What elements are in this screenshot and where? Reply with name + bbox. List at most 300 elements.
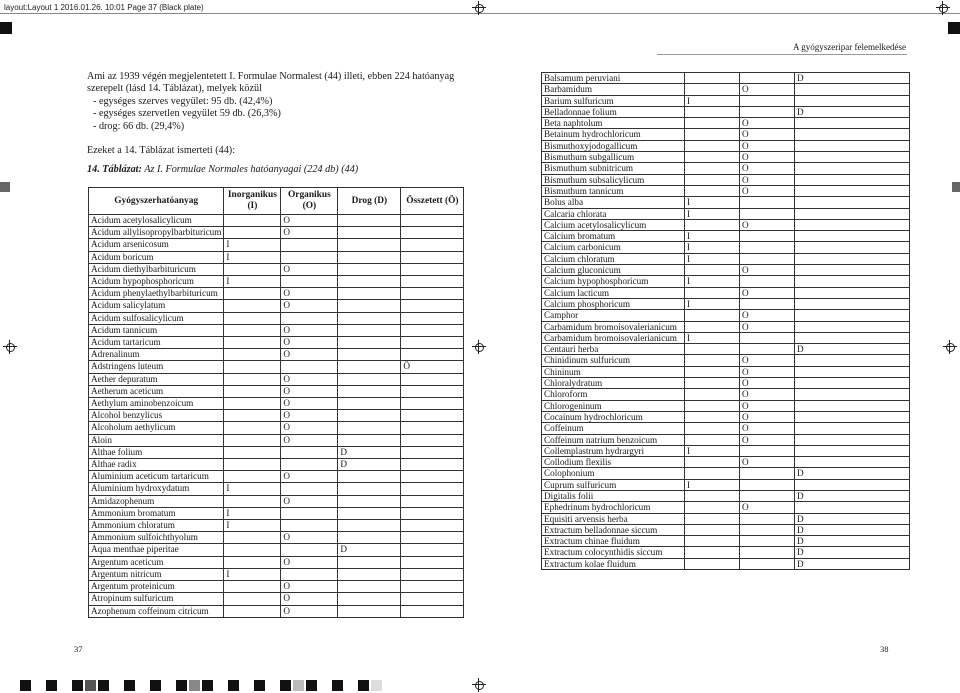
substance-cell: Bismuthum subsalicylicum (542, 174, 685, 185)
class-cell: I (685, 231, 740, 242)
page-number-left: 37 (74, 644, 83, 654)
class-cell (401, 544, 464, 556)
class-cell (281, 446, 338, 458)
substance-cell: Calcium phosphoricum (542, 298, 685, 309)
class-cell: I (224, 251, 281, 263)
table-row (89, 239, 464, 251)
class-cell (795, 321, 910, 332)
class-cell (401, 398, 464, 410)
class-cell (401, 373, 464, 385)
substance-cell: Extractum colocynthidis siccum (542, 547, 685, 558)
substance-cell: Bismuthum tannicum (542, 185, 685, 196)
class-cell (740, 468, 795, 479)
class-cell: O (740, 174, 795, 185)
substance-cell: Cuprum sulfuricum (542, 479, 685, 490)
class-cell (401, 422, 464, 434)
table-row (542, 231, 910, 242)
table-row (542, 400, 910, 411)
class-cell: D (795, 558, 910, 569)
table-row (89, 422, 464, 434)
class-cell (685, 502, 740, 513)
class-cell (685, 536, 740, 547)
class-cell: O (740, 400, 795, 411)
color-swatch (150, 680, 161, 691)
color-swatch (202, 680, 213, 691)
substance-cell: Calcium carbonicum (542, 242, 685, 253)
table-row (542, 129, 910, 140)
class-cell: D (795, 524, 910, 535)
color-swatch (176, 680, 187, 691)
class-cell (401, 227, 464, 239)
class-cell: O (281, 337, 338, 349)
intro-line: - egységes szervetlen vegyület 59 db. (26,3%) (93, 108, 281, 120)
class-cell (685, 457, 740, 468)
substance-cell: Aether depuratum (89, 373, 224, 385)
class-cell (685, 152, 740, 163)
class-cell (224, 459, 281, 471)
class-cell (338, 288, 401, 300)
class-cell (224, 544, 281, 556)
class-cell (795, 163, 910, 174)
crop-mark-right-center (943, 340, 957, 354)
substance-cell: Aethylum aminobenzoicum (89, 398, 224, 410)
class-cell (224, 532, 281, 544)
class-cell (338, 593, 401, 605)
table-row (542, 547, 910, 558)
table-header-row (89, 188, 464, 215)
table-row (542, 185, 910, 196)
substance-cell: Belladonnae folium (542, 106, 685, 117)
color-swatch (163, 680, 174, 691)
substance-cell: Argentum nitricum (89, 568, 224, 580)
class-cell: D (795, 547, 910, 558)
class-cell: O (740, 118, 795, 129)
class-cell (338, 251, 401, 263)
class-cell (740, 490, 795, 501)
class-cell (281, 544, 338, 556)
table-row (542, 310, 910, 321)
table-row (89, 373, 464, 385)
substance-cell: Extractum chinae fluidum (542, 536, 685, 547)
table-row (89, 227, 464, 239)
table-row (89, 556, 464, 568)
class-cell (795, 332, 910, 343)
substance-cell: Acidum tannicum (89, 324, 224, 336)
class-cell (795, 457, 910, 468)
class-cell: I (224, 568, 281, 580)
table-row (89, 398, 464, 410)
intro-line: - drog: 66 db. (29,4%) (93, 120, 185, 132)
substance-cell: Althae folium (89, 446, 224, 458)
class-cell: O (281, 300, 338, 312)
color-swatch (111, 680, 122, 691)
class-cell (338, 398, 401, 410)
class-cell (401, 215, 464, 227)
class-cell (740, 276, 795, 287)
color-swatch (98, 680, 109, 691)
class-cell: I (224, 483, 281, 495)
class-cell (401, 459, 464, 471)
class-cell (685, 524, 740, 535)
class-cell: O (740, 502, 795, 513)
table-caption-text: Az I. Formulae Normales hatóanyagai (224 db) (44) (141, 164, 359, 175)
class-cell (685, 468, 740, 479)
running-head: A gyógyszeripar felemelkedése (793, 42, 906, 52)
class-cell (795, 479, 910, 490)
class-cell (401, 349, 464, 361)
class-cell (224, 288, 281, 300)
class-cell (740, 197, 795, 208)
class-cell (281, 520, 338, 532)
class-cell: O (281, 434, 338, 446)
class-cell (685, 558, 740, 569)
class-cell (224, 337, 281, 349)
substance-cell: Argentum aceticum (89, 556, 224, 568)
color-swatch (59, 680, 70, 691)
class-cell (740, 242, 795, 253)
left-table-body (89, 215, 464, 618)
class-cell (740, 298, 795, 309)
class-cell (740, 558, 795, 569)
substance-cell: Amidazophenum (89, 495, 224, 507)
class-cell (685, 163, 740, 174)
class-cell (740, 253, 795, 264)
color-swatch (241, 680, 252, 691)
substance-cell: Acidum allylisopropylbarbituricum (89, 227, 224, 239)
class-cell (795, 197, 910, 208)
table-row (89, 520, 464, 532)
header-substance: Gyógyszerhatóanyag (89, 188, 224, 215)
class-cell (401, 605, 464, 617)
class-cell (685, 73, 740, 84)
class-cell (795, 389, 910, 400)
substance-cell: Barium sulfuricum (542, 95, 685, 106)
class-cell (401, 507, 464, 519)
class-cell: O (740, 378, 795, 389)
class-cell: I (224, 507, 281, 519)
class-cell (338, 263, 401, 275)
class-cell (795, 445, 910, 456)
class-cell (224, 215, 281, 227)
class-cell: D (338, 446, 401, 458)
substance-cell: Collodium flexilis (542, 457, 685, 468)
class-cell: I (685, 276, 740, 287)
class-cell (685, 174, 740, 185)
table-row (89, 312, 464, 324)
class-cell (740, 513, 795, 524)
class-cell (224, 605, 281, 617)
substance-cell: Chinidinum sulfuricum (542, 355, 685, 366)
class-cell: I (685, 208, 740, 219)
class-cell (795, 118, 910, 129)
class-cell (281, 276, 338, 288)
class-cell: O (740, 129, 795, 140)
substance-cell: Calcium bromatum (542, 231, 685, 242)
class-cell: O (281, 495, 338, 507)
table-row (542, 344, 910, 355)
color-swatch (137, 680, 148, 691)
class-cell (685, 106, 740, 117)
class-cell (740, 106, 795, 117)
table-row (542, 389, 910, 400)
class-cell (338, 361, 401, 373)
class-cell (338, 495, 401, 507)
class-cell: O (740, 287, 795, 298)
substance-cell: Acidum diethylbarbituricum (89, 263, 224, 275)
color-swatch (33, 680, 44, 691)
header-organic: Organikus (O) (281, 188, 338, 215)
substance-cell: Alcoholum aethylicum (89, 422, 224, 434)
color-swatch (124, 680, 135, 691)
table-row (542, 265, 910, 276)
class-cell (740, 208, 795, 219)
substance-cell: Calcium gluconicum (542, 265, 685, 276)
table-row (542, 558, 910, 569)
table-row (89, 446, 464, 458)
table-row (89, 288, 464, 300)
class-cell: I (685, 95, 740, 106)
class-cell (685, 378, 740, 389)
substance-cell: Calcium lacticum (542, 287, 685, 298)
class-cell (795, 400, 910, 411)
substance-cell: Equisiti arvensis herba (542, 513, 685, 524)
class-cell: O (281, 593, 338, 605)
substance-cell: Bismuthoxyjodogallicum (542, 140, 685, 151)
class-cell (685, 490, 740, 501)
page-number-right: 38 (880, 644, 889, 654)
table-row (542, 513, 910, 524)
right-table (541, 72, 910, 570)
class-cell (224, 556, 281, 568)
class-cell (795, 378, 910, 389)
class-cell (740, 445, 795, 456)
class-cell (338, 215, 401, 227)
class-cell (685, 355, 740, 366)
class-cell (224, 471, 281, 483)
class-cell: O (740, 355, 795, 366)
class-cell (685, 140, 740, 151)
class-cell (401, 434, 464, 446)
class-cell: O (740, 310, 795, 321)
class-cell (795, 84, 910, 95)
crop-mark-top-right (936, 1, 950, 15)
class-cell: O (281, 398, 338, 410)
table-row (542, 298, 910, 309)
class-cell (281, 239, 338, 251)
class-cell (740, 547, 795, 558)
color-swatch (228, 680, 239, 691)
class-cell (685, 265, 740, 276)
class-cell: O (281, 263, 338, 275)
substance-cell: Acidum tartaricum (89, 337, 224, 349)
class-cell (281, 483, 338, 495)
table-row (542, 490, 910, 501)
class-cell: O (740, 140, 795, 151)
color-swatch (280, 680, 291, 691)
class-cell (795, 265, 910, 276)
table-row (542, 524, 910, 535)
class-cell (338, 422, 401, 434)
class-cell (338, 312, 401, 324)
class-cell (740, 95, 795, 106)
substance-cell: Acidum salicylatum (89, 300, 224, 312)
class-cell (338, 373, 401, 385)
class-cell (795, 219, 910, 230)
class-cell (685, 344, 740, 355)
class-cell: O (740, 411, 795, 422)
class-cell (685, 366, 740, 377)
class-cell (795, 434, 910, 445)
color-swatch (46, 680, 57, 691)
class-cell (401, 581, 464, 593)
class-cell: O (281, 349, 338, 361)
class-cell: O (740, 366, 795, 377)
table-row (542, 468, 910, 479)
class-cell: I (685, 242, 740, 253)
class-cell (685, 423, 740, 434)
class-cell (281, 568, 338, 580)
class-cell (338, 532, 401, 544)
class-cell (401, 276, 464, 288)
class-cell (338, 410, 401, 422)
substance-cell: Aluminium aceticum tartaricum (89, 471, 224, 483)
substance-cell: Digitalis folii (542, 490, 685, 501)
table-row (89, 349, 464, 361)
class-cell (401, 471, 464, 483)
class-cell (795, 242, 910, 253)
table-row (542, 219, 910, 230)
class-cell (740, 536, 795, 547)
class-cell (338, 337, 401, 349)
class-cell (224, 349, 281, 361)
class-cell (224, 373, 281, 385)
table-row (542, 411, 910, 422)
class-cell (401, 495, 464, 507)
class-cell (224, 581, 281, 593)
class-cell (224, 263, 281, 275)
class-cell (795, 366, 910, 377)
class-cell (795, 298, 910, 309)
color-swatch (254, 680, 265, 691)
table-row (542, 242, 910, 253)
class-cell (338, 349, 401, 361)
class-cell (685, 513, 740, 524)
table-row (89, 361, 464, 373)
substance-cell: Acidum arsenicosum (89, 239, 224, 251)
substance-cell: Ephedrinum hydrochloricum (542, 502, 685, 513)
class-cell (401, 568, 464, 580)
class-cell (281, 361, 338, 373)
substance-cell: Bismuthum subnitricum (542, 163, 685, 174)
class-cell (224, 324, 281, 336)
class-cell (224, 422, 281, 434)
class-cell (685, 84, 740, 95)
class-cell (281, 459, 338, 471)
class-cell (795, 129, 910, 140)
class-cell (795, 95, 910, 106)
class-cell (224, 434, 281, 446)
class-cell (685, 310, 740, 321)
substance-cell: Carbamidum bromoisovalerianicum (542, 321, 685, 332)
class-cell: O (281, 605, 338, 617)
substance-cell: Barbamidum (542, 84, 685, 95)
class-cell (224, 385, 281, 397)
table-row (542, 163, 910, 174)
class-cell (740, 479, 795, 490)
substance-cell: Chininum (542, 366, 685, 377)
substance-cell: Acidum acetylosalicylicum (89, 215, 224, 227)
class-cell (401, 520, 464, 532)
registration-block-left (0, 22, 12, 34)
registration-block-mid-right (952, 182, 960, 192)
substance-cell: Cocainum hydrochloricum (542, 411, 685, 422)
substance-cell: Coffeinum (542, 423, 685, 434)
class-cell (740, 524, 795, 535)
class-cell (401, 312, 464, 324)
substance-cell: Bismuthum subgallicum (542, 152, 685, 163)
class-cell (281, 507, 338, 519)
class-cell (338, 239, 401, 251)
intro-line: szerepelt (lásd 14. Táblázat), melyek közül (87, 83, 262, 95)
class-cell: O (281, 581, 338, 593)
class-cell: O (740, 163, 795, 174)
class-cell (795, 276, 910, 287)
table-row (542, 84, 910, 95)
table-row (89, 471, 464, 483)
substance-cell: Balsamum peruviani (542, 73, 685, 84)
table-row (89, 215, 464, 227)
table-row (89, 337, 464, 349)
class-cell: D (795, 73, 910, 84)
table-row (542, 536, 910, 547)
substance-cell: Ammonium bromatum (89, 507, 224, 519)
class-cell (795, 411, 910, 422)
class-cell (685, 118, 740, 129)
class-cell (401, 593, 464, 605)
table-row (542, 197, 910, 208)
class-cell: I (685, 445, 740, 456)
substance-cell: Calcium hypophosphoricum (542, 276, 685, 287)
table-row (542, 95, 910, 106)
class-cell (795, 231, 910, 242)
header-inorganic: Inorganikus (I) (224, 188, 281, 215)
color-swatch (215, 680, 226, 691)
class-cell (740, 73, 795, 84)
class-cell (338, 520, 401, 532)
left-table (88, 187, 464, 618)
class-cell (224, 312, 281, 324)
table-row (89, 434, 464, 446)
substance-cell: Acidum sulfosalicylicum (89, 312, 224, 324)
table-row (542, 502, 910, 513)
table-row (542, 366, 910, 377)
table-row (542, 152, 910, 163)
class-cell: I (224, 520, 281, 532)
class-cell: D (795, 536, 910, 547)
substance-cell: Atropinum sulfuricum (89, 593, 224, 605)
class-cell: I (685, 197, 740, 208)
table-row (89, 324, 464, 336)
substance-cell: Chloroform (542, 389, 685, 400)
substance-cell: Carbamidum bromoisovalerianicum (542, 332, 685, 343)
class-cell (685, 321, 740, 332)
class-cell (338, 385, 401, 397)
color-swatch (20, 680, 31, 691)
table-row (89, 300, 464, 312)
class-cell (401, 446, 464, 458)
class-cell: O (740, 321, 795, 332)
class-cell (401, 288, 464, 300)
